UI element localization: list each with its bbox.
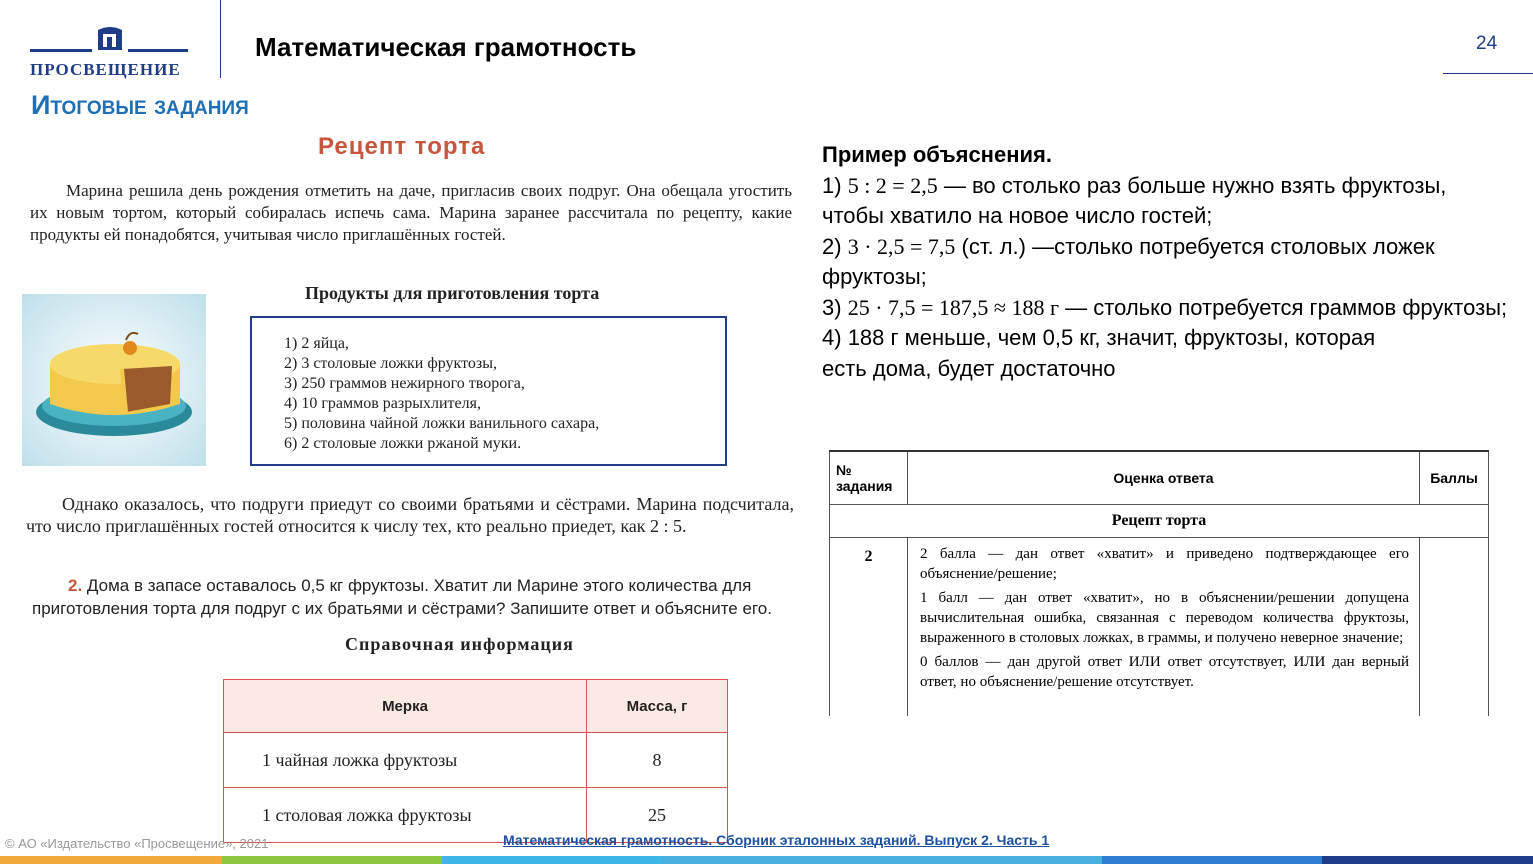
ref-cell-measure: 1 столовая ложка фруктозы [224,788,587,843]
footer-band-navy [1322,856,1533,864]
task-text: Дома в запасе оставалось 0,5 кг фруктозы. Хватит ли Марине этого количества для приготовления торта для подруг с их братьями и сёстрами? Запишите ответ и объясните его. [32,576,772,618]
products-box [250,316,727,466]
prosveshchenie-logo-icon [96,26,124,54]
product-item: 6) 2 столовые ложки ржаной муки. [284,435,522,452]
header-divider [220,0,221,78]
explanation-line-1: 1) 5 : 2 = 2,5 — во столько раз больше нужно взять фруктозы, чтобы хватило на новое число гостей; [822,172,1447,228]
criterion-2-points: 2 балла — дан ответ «хватит» и приведено подтверждающее его объяснение/решение; [920,546,1409,582]
score-task-number: 2 [830,538,908,718]
ref-cell-mass: 25 [587,788,728,843]
explanation-line-3: 3) 25 · 7,5 = 187,5 ≈ 188 г — столько потребуется граммов фруктозы; [822,294,1508,320]
guests-paragraph: Однако оказалось, что подруги приедут со своими братьями и сёстрами. Марина подсчитала, что число приглашённых гостей относится к числу тех, кто реально приедет, как 2 : 5. [26,494,794,536]
footer-band-blue [1102,856,1322,864]
ref-header-mass: Масса, г [587,680,728,733]
footer-band-cyan [442,856,662,864]
logo-line-right [128,49,188,52]
score-criteria [908,538,1420,718]
score-header-evaluation: Оценка ответа [908,451,1420,505]
criterion-1-point: 1 балл — дан ответ «хватит», но в объяснении/решении допущена вычислительная ошибка, связанная с переводом количества фруктозы, выраженного в столовых ложках, в граммы, и получено неверное значение; [920,590,1409,646]
intro-paragraph: Марина решила день рождения отметить на даче, пригласив своих подруг. Она обещала угостить их новым тортом, который собиралась испечь сама. Марина заранее рассчитала по рецепту, какие продукты ей понадобятся, учитывая число приглашённых гостей. [30,181,792,244]
ref-header-measure: Мерка [224,680,587,733]
recipe-title: Рецепт торта [318,133,486,160]
score-subheader: Рецепт торта [830,505,1489,538]
collection-link[interactable]: Математическая грамотность. Сборник эталонных заданий. Выпуск 2. Часть 1 [503,832,1050,848]
ref-cell-mass: 8 [587,733,728,788]
scoring-table [829,450,1489,718]
logo-text: ПРОСВЕЩЕНИЕ [30,60,181,79]
product-item: 2) 3 столовые ложки фруктозы, [284,355,497,372]
logo-line-left [30,49,92,52]
section-title: Итоговые задания [31,90,249,120]
header-title: Математическая грамотность [255,32,637,62]
table-row [830,538,1489,718]
footer-band-green [222,856,442,864]
copyright: © АО «Издательство «Просвещение», 2021 [5,836,269,851]
table-crop-mask [820,716,1500,836]
products-title: Продукты для приготовления торта [305,283,600,303]
cake-illustration [22,294,206,466]
page-number-underline [1443,73,1533,74]
footer-band-lightblue [662,856,1102,864]
explanation-line-4: 4) 188 г меньше, чем 0,5 кг, значит, фруктозы, которая есть дома, будет достаточно [822,325,1376,381]
explanation-block [822,140,1512,384]
score-points-cell [1420,538,1489,718]
task-number: 2. [68,576,83,595]
task-2 [32,574,792,620]
product-item: 1) 2 яйца, [284,335,349,352]
product-item: 3) 250 граммов нежирного творога, [284,375,525,392]
footer-band-orange [0,856,222,864]
page-number: 24 [1476,33,1498,54]
score-header-task: № задания [830,451,908,505]
explanation-heading: Пример объяснения. [822,142,1052,167]
criterion-0-points: 0 баллов — дан другой ответ ИЛИ ответ отсутствует, ИЛИ дан верный ответ, но объяснение/решение отсутствует. [920,654,1409,690]
product-item: 4) 10 граммов разрыхлителя, [284,395,481,412]
score-header-points: Баллы [1420,451,1489,505]
explanation-line-2: 2) 3 · 2,5 = 7,5 (ст. л.) —столько потребуется столовых ложек фруктозы; [822,233,1435,289]
reference-title: Справочная информация [345,634,574,654]
reference-table [223,679,728,843]
products-list [284,334,599,454]
product-item: 5) половина чайной ложки ванильного сахара, [284,415,600,432]
ref-cell-measure: 1 чайная ложка фруктозы [224,733,587,788]
table-row [224,733,728,788]
